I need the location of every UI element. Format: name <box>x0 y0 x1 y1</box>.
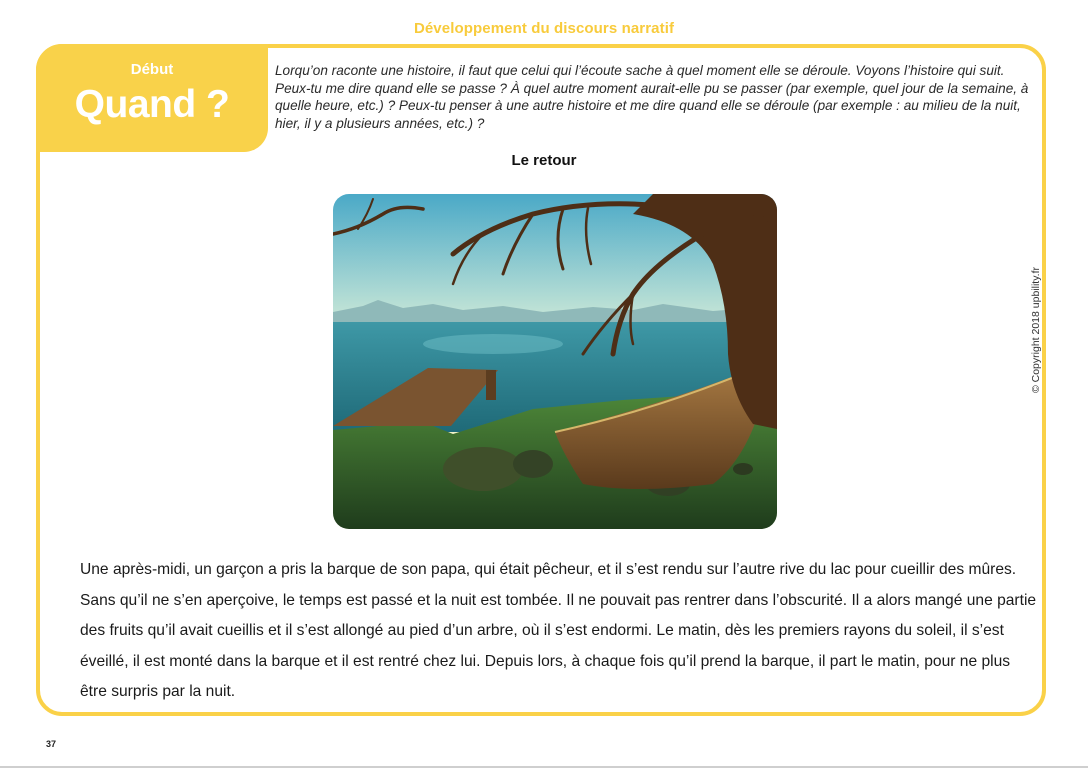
story-title: Le retour <box>511 152 577 169</box>
section-tab <box>36 44 268 152</box>
section-subtitle: Début <box>130 61 174 78</box>
section-title: Quand ? <box>74 83 230 126</box>
lake-boat-tree-illustration <box>333 194 777 529</box>
copyright-notice: © Copyright 2018 upbility.fr <box>1030 266 1042 394</box>
story-text: Une après-midi, un garçon a pris la barque de son papa, qui était pêcheur, et il s’est rendu sur l’autre rive du lac pour cueillir des mûres. Sans qu’il ne s’en aperçoive, le temps est passé et la nuit est tombée. Il ne pouvait pas rentrer dans l’obscurité. Il a alors mangé une partie des fruits qu’il avait cueillis et il s’est allongé au pied d’un arbre, où il s’est endormi. Le matin, dès les premiers rayons du soleil, il s’est éveillé, il est monté dans la barque et il est rentré chez lui. Depuis lors, à chaque fois qu’il prend la barque, il part le matin, pour ne plus être surpris par la nuit. <box>80 561 1037 700</box>
intro-instructions: Lorqu’on raconte une histoire, il faut que celui qui l’écoute sache à quel moment elle se déroule. Voyons l’histoire qui suit. Peux-tu me dire quand elle se passe ? À quel autre moment aurait-elle pu se passer (par exemple, quel jour de la semaine, à quelle heure, etc.) ? Peux-tu penser à une autre histoire et me dire quand elle se déroule (par exemple : au milieu de la nuit, hier, il y a plusieurs années, etc.) ? <box>275 63 1029 131</box>
page-number: 37 <box>46 739 57 749</box>
page-header-title: Développement du discours narratif <box>413 20 675 37</box>
